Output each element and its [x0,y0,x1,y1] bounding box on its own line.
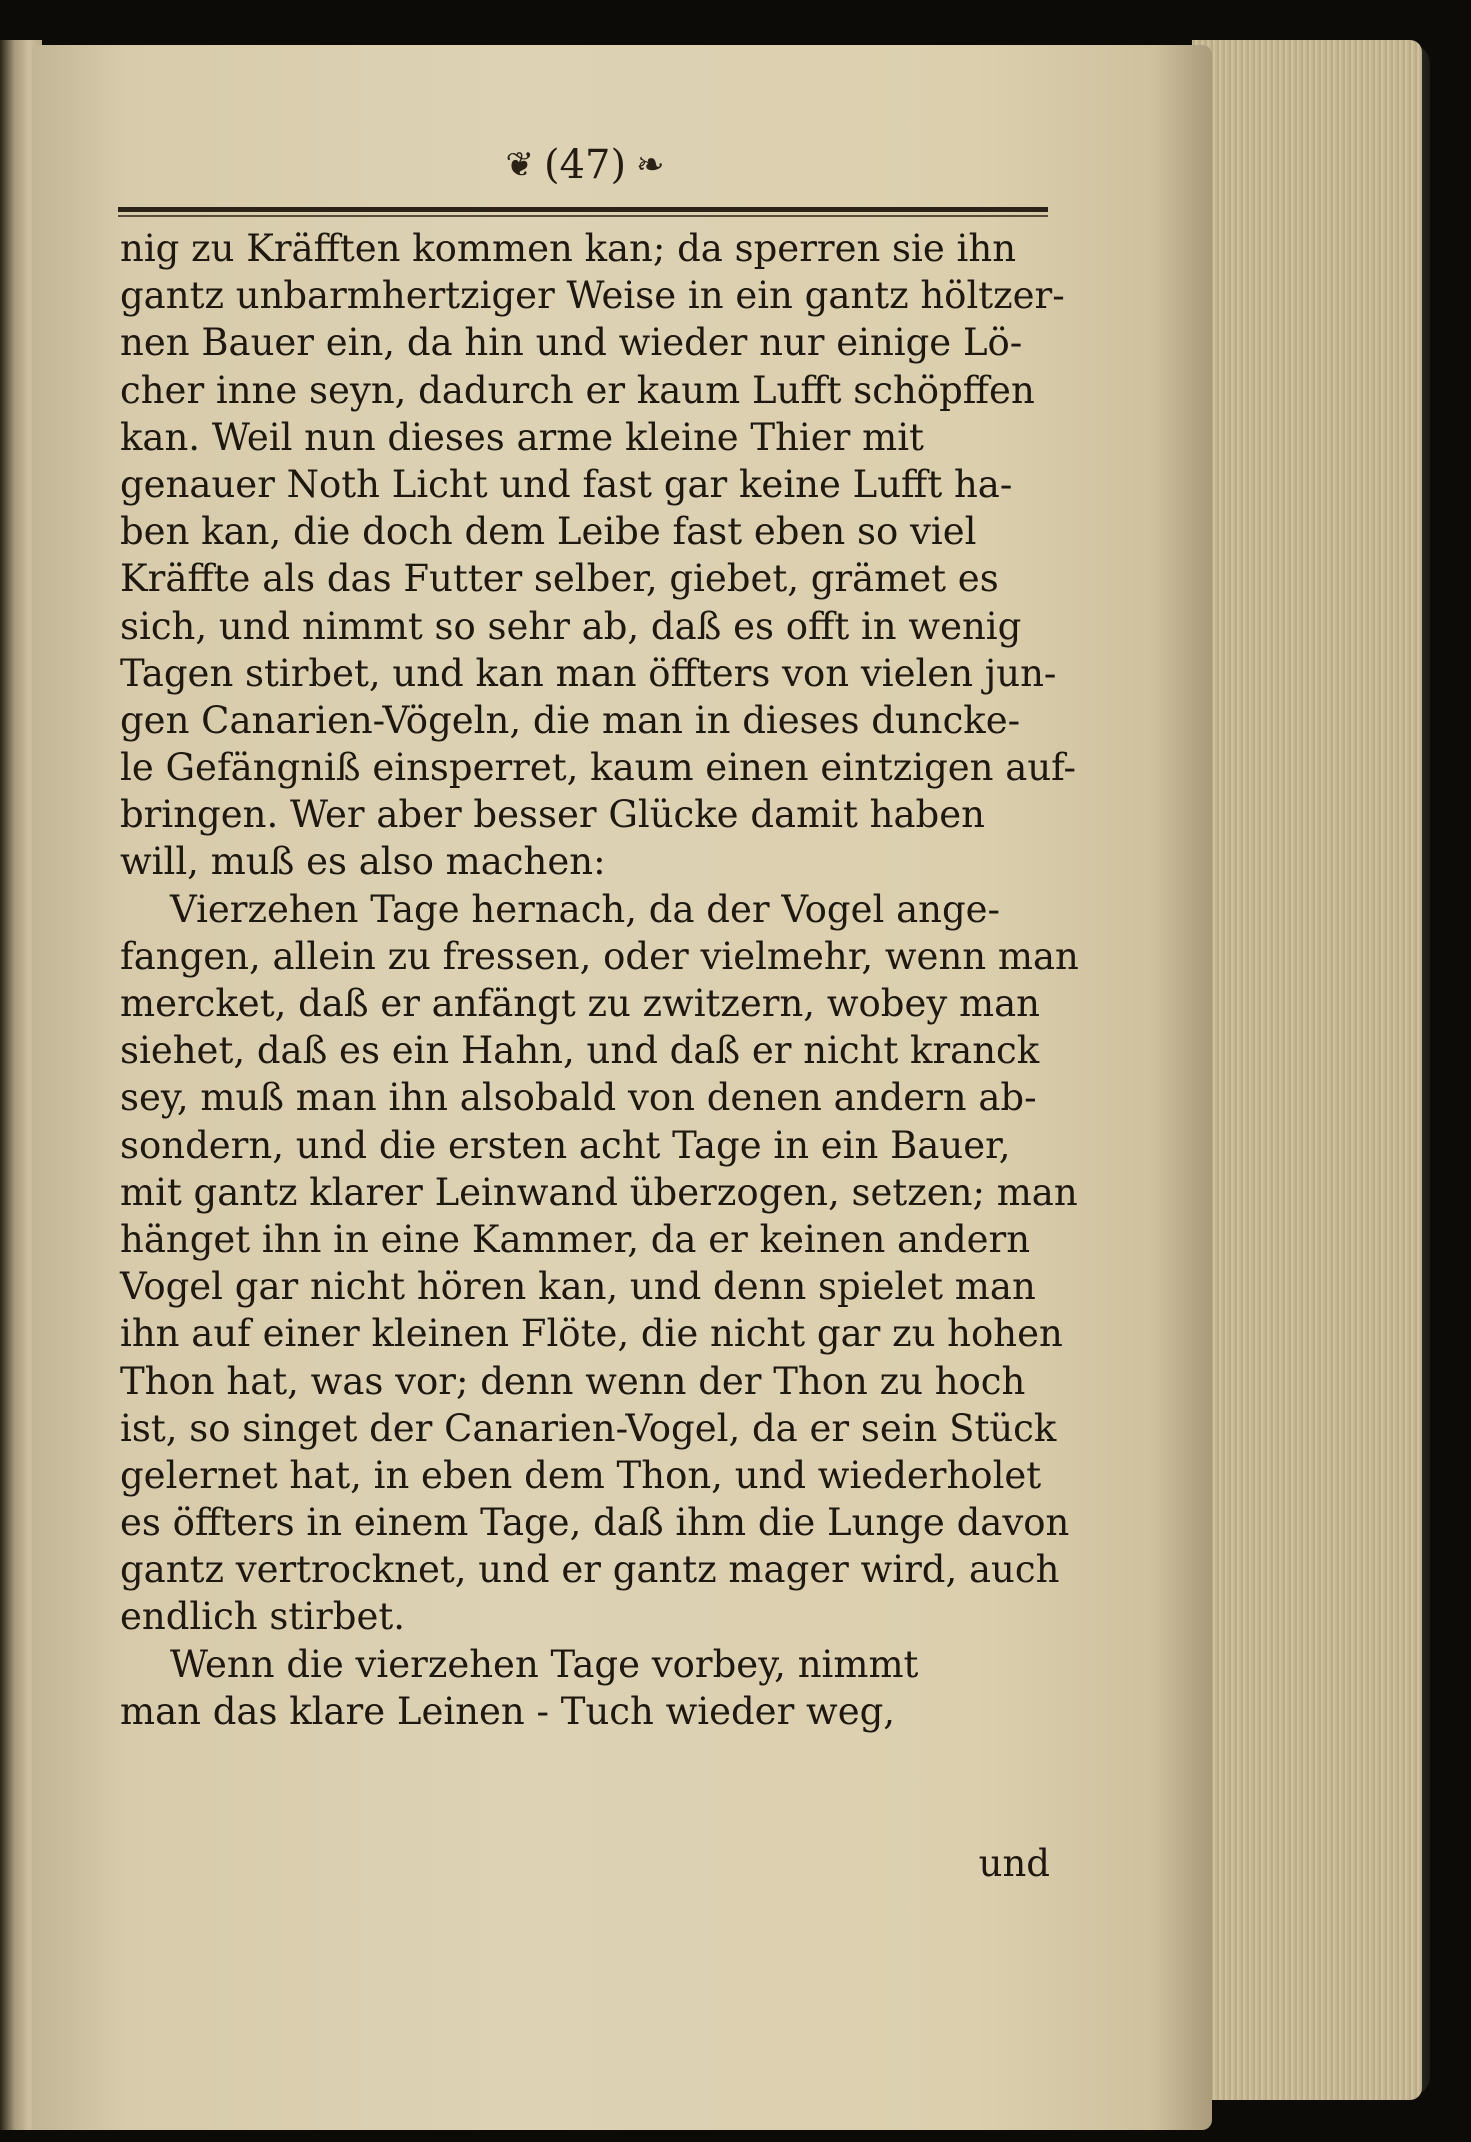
text-line: genauer Noth Licht und fast gar keine Lufft ha- [120,462,1013,506]
text-line: Wenn die vierzehen Tage vorbey, nimmt [170,1642,919,1686]
text-line: man das klare Leinen - Tuch wieder weg, [120,1689,896,1733]
text-line: nen Bauer ein, da hin und wieder nur einige Lö- [120,321,1023,365]
body-text [120,225,1079,1735]
text-line: gen Canarien-Vögeln, die man in dieses duncke- [120,698,1021,742]
page-header [470,135,700,195]
text-line: nig zu Kräfften kommen kan; da sperren sie ihn [120,227,1017,270]
text-line: gantz unbarmhertziger Weise in ein gantz höltzer- [120,274,1065,318]
text-line: ihn auf einer kleinen Flöte, die nicht gar zu hohen [120,1312,1063,1356]
page-edges [1192,40,1422,2100]
left-ornament-icon: ❦ [505,145,534,185]
text-line: sich, und nimmt so sehr ab, daß es offt in wenig [120,604,1022,648]
text-line: Thon hat, was vor; denn wenn der Thon zu hoch [120,1359,1026,1403]
catchword: und [978,1842,1050,1885]
text-line: ist, so singet der Canarien-Vogel, da er sein Stück [120,1406,1057,1450]
text-line: bringen. Wer aber besser Glücke damit haben [120,793,985,837]
text-line: sey, muß man ihn alsobald von denen andern ab- [120,1076,1037,1120]
text-line: Tagen stirbet, und kan man öffters von vielen jun- [120,651,1057,695]
text-line: Vogel gar nicht hören kan, und denn spielet man [120,1265,1036,1309]
text-line: sondern, und die ersten acht Tage in ein Bauer, [120,1123,1011,1167]
text-line: le Gefängniß einsperret, kaum einen eintzigen auf- [120,746,1077,790]
right-ornament-icon: ❧ [636,145,665,185]
text-line: cher inne seyn, dadurch er kaum Lufft schöpffen [120,368,1035,412]
text-line: Vierzehen Tage hernach, da der Vogel ange- [170,887,1001,931]
text-line: fangen, allein zu fressen, oder vielmehr, wenn man [120,934,1079,978]
text-line: gantz vertrocknet, und er gantz mager wird, auch [120,1548,1060,1592]
header-rule [118,207,1048,212]
text-line: mit gantz klarer Leinwand überzogen, setzen; man [120,1170,1078,1214]
text-line: gelernet hat, in eben dem Thon, und wiederholet [120,1453,1042,1497]
text-line: mercket, daß er anfängt zu zwitzern, wobey man [120,982,1040,1025]
text-line: es öffters in einem Tage, daß ihm die Lunge davon [120,1501,1070,1545]
text-line: ben kan, die doch dem Leibe fast eben so viel [120,510,977,554]
text-line: kan. Weil nun dieses arme kleine Thier mit [120,415,924,459]
page-number: (47) [543,142,627,188]
text-line: hänget ihn in eine Kammer, da er keinen andern [120,1217,1031,1261]
header-rule-thin [118,215,1048,217]
text-line: will, muß es also machen: [120,840,606,884]
text-line: siehet, daß es ein Hahn, und daß er nicht kranck [120,1029,1040,1073]
text-line: Kräffte als das Futter selber, giebet, grämet es [120,557,999,601]
text-line: endlich stirbet. [120,1595,405,1639]
